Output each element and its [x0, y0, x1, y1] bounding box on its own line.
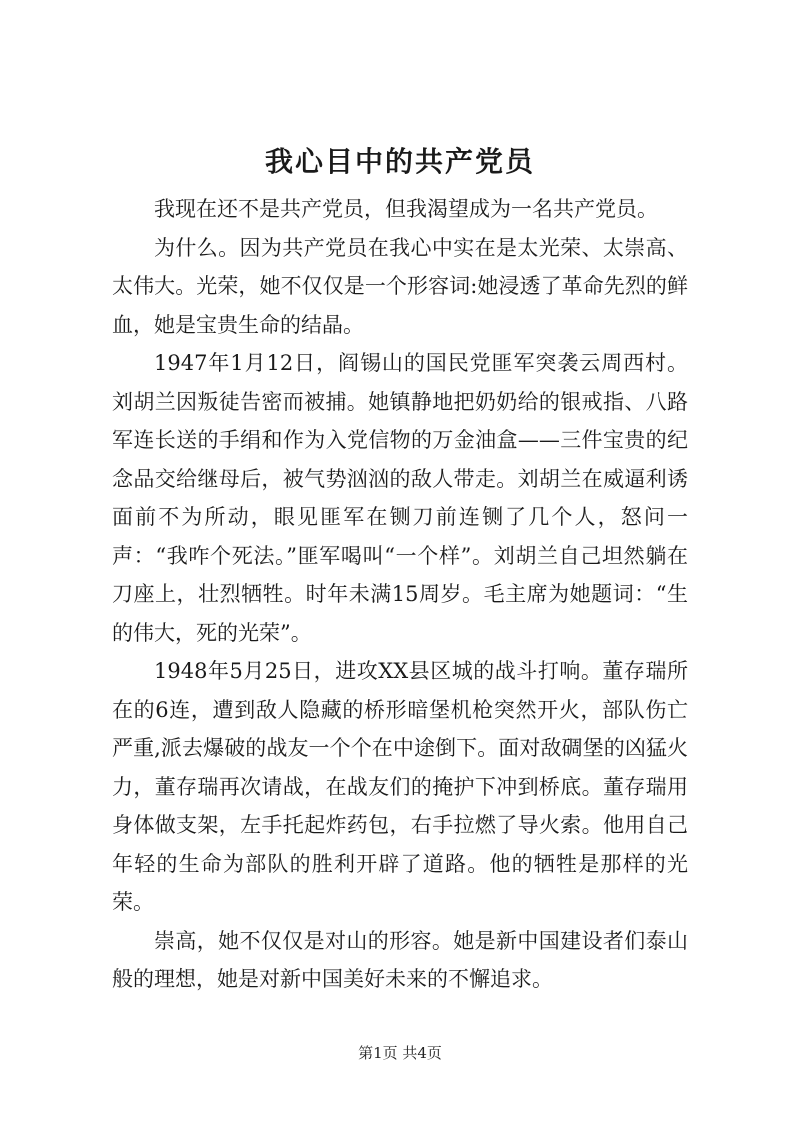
page-footer: 第1页 共4页	[358, 1044, 442, 1062]
paragraph-2: 为什么。因为共产党员在我心中实在是太光荣、太崇高、太伟大。光荣，她不仅仅是一个形容词:她浸透了革命先烈的鲜血，她是宝贵生命的结晶。	[112, 235, 688, 337]
paragraph-3: 1947年1月12日，阎锡山的国民党匪军突袭云周西村。刘胡兰因叛徒告密而被捕。她镇静地把奶奶给的银戒指、八路军连长送的手绢和作为入党信物的万金油盒——三件宝贵的纪念品交给继母后，被气势汹汹的敌人带走。刘胡兰在威逼利诱面前不为所动，眼见匪军在铡刀前连铡了几个人，怒问一声：“我咋个死法。”匪军喝叫“一个样”。刘胡兰自己坦然躺在刀座上，壮烈牺牲。时年未满15周岁。毛主席为她题词：“生的伟大，死的光荣”。	[112, 351, 688, 645]
paragraph-5: 崇高，她不仅仅是对山的形容。她是新中国建设者们泰山般的理想，她是对新中国美好未来的不懈追求。	[112, 928, 688, 991]
paragraph-4: 1948年5月25日，进攻XX县区城的战斗打响。董存瑞所在的6连，遭到敌人隐藏的桥形暗堡机枪突然开火，部队伤亡严重,派去爆破的战友一个个在中途倒下。面对敌碉堡的凶猛火力，董存瑞再次请战，在战友们的掩护下冲到桥底。董存瑞用身体做支架，左手托起炸药包，右手拉燃了导火索。他用自己年轻的生命为部队的胜利开辟了道路。他的牺牲是那样的光荣。	[112, 659, 688, 914]
document-title: 我心目中的共产党员	[264, 145, 535, 178]
document-body	[112, 190, 688, 999]
paragraph-1: 我现在还不是共产党员，但我渴望成为一名共产党员。	[154, 197, 658, 221]
